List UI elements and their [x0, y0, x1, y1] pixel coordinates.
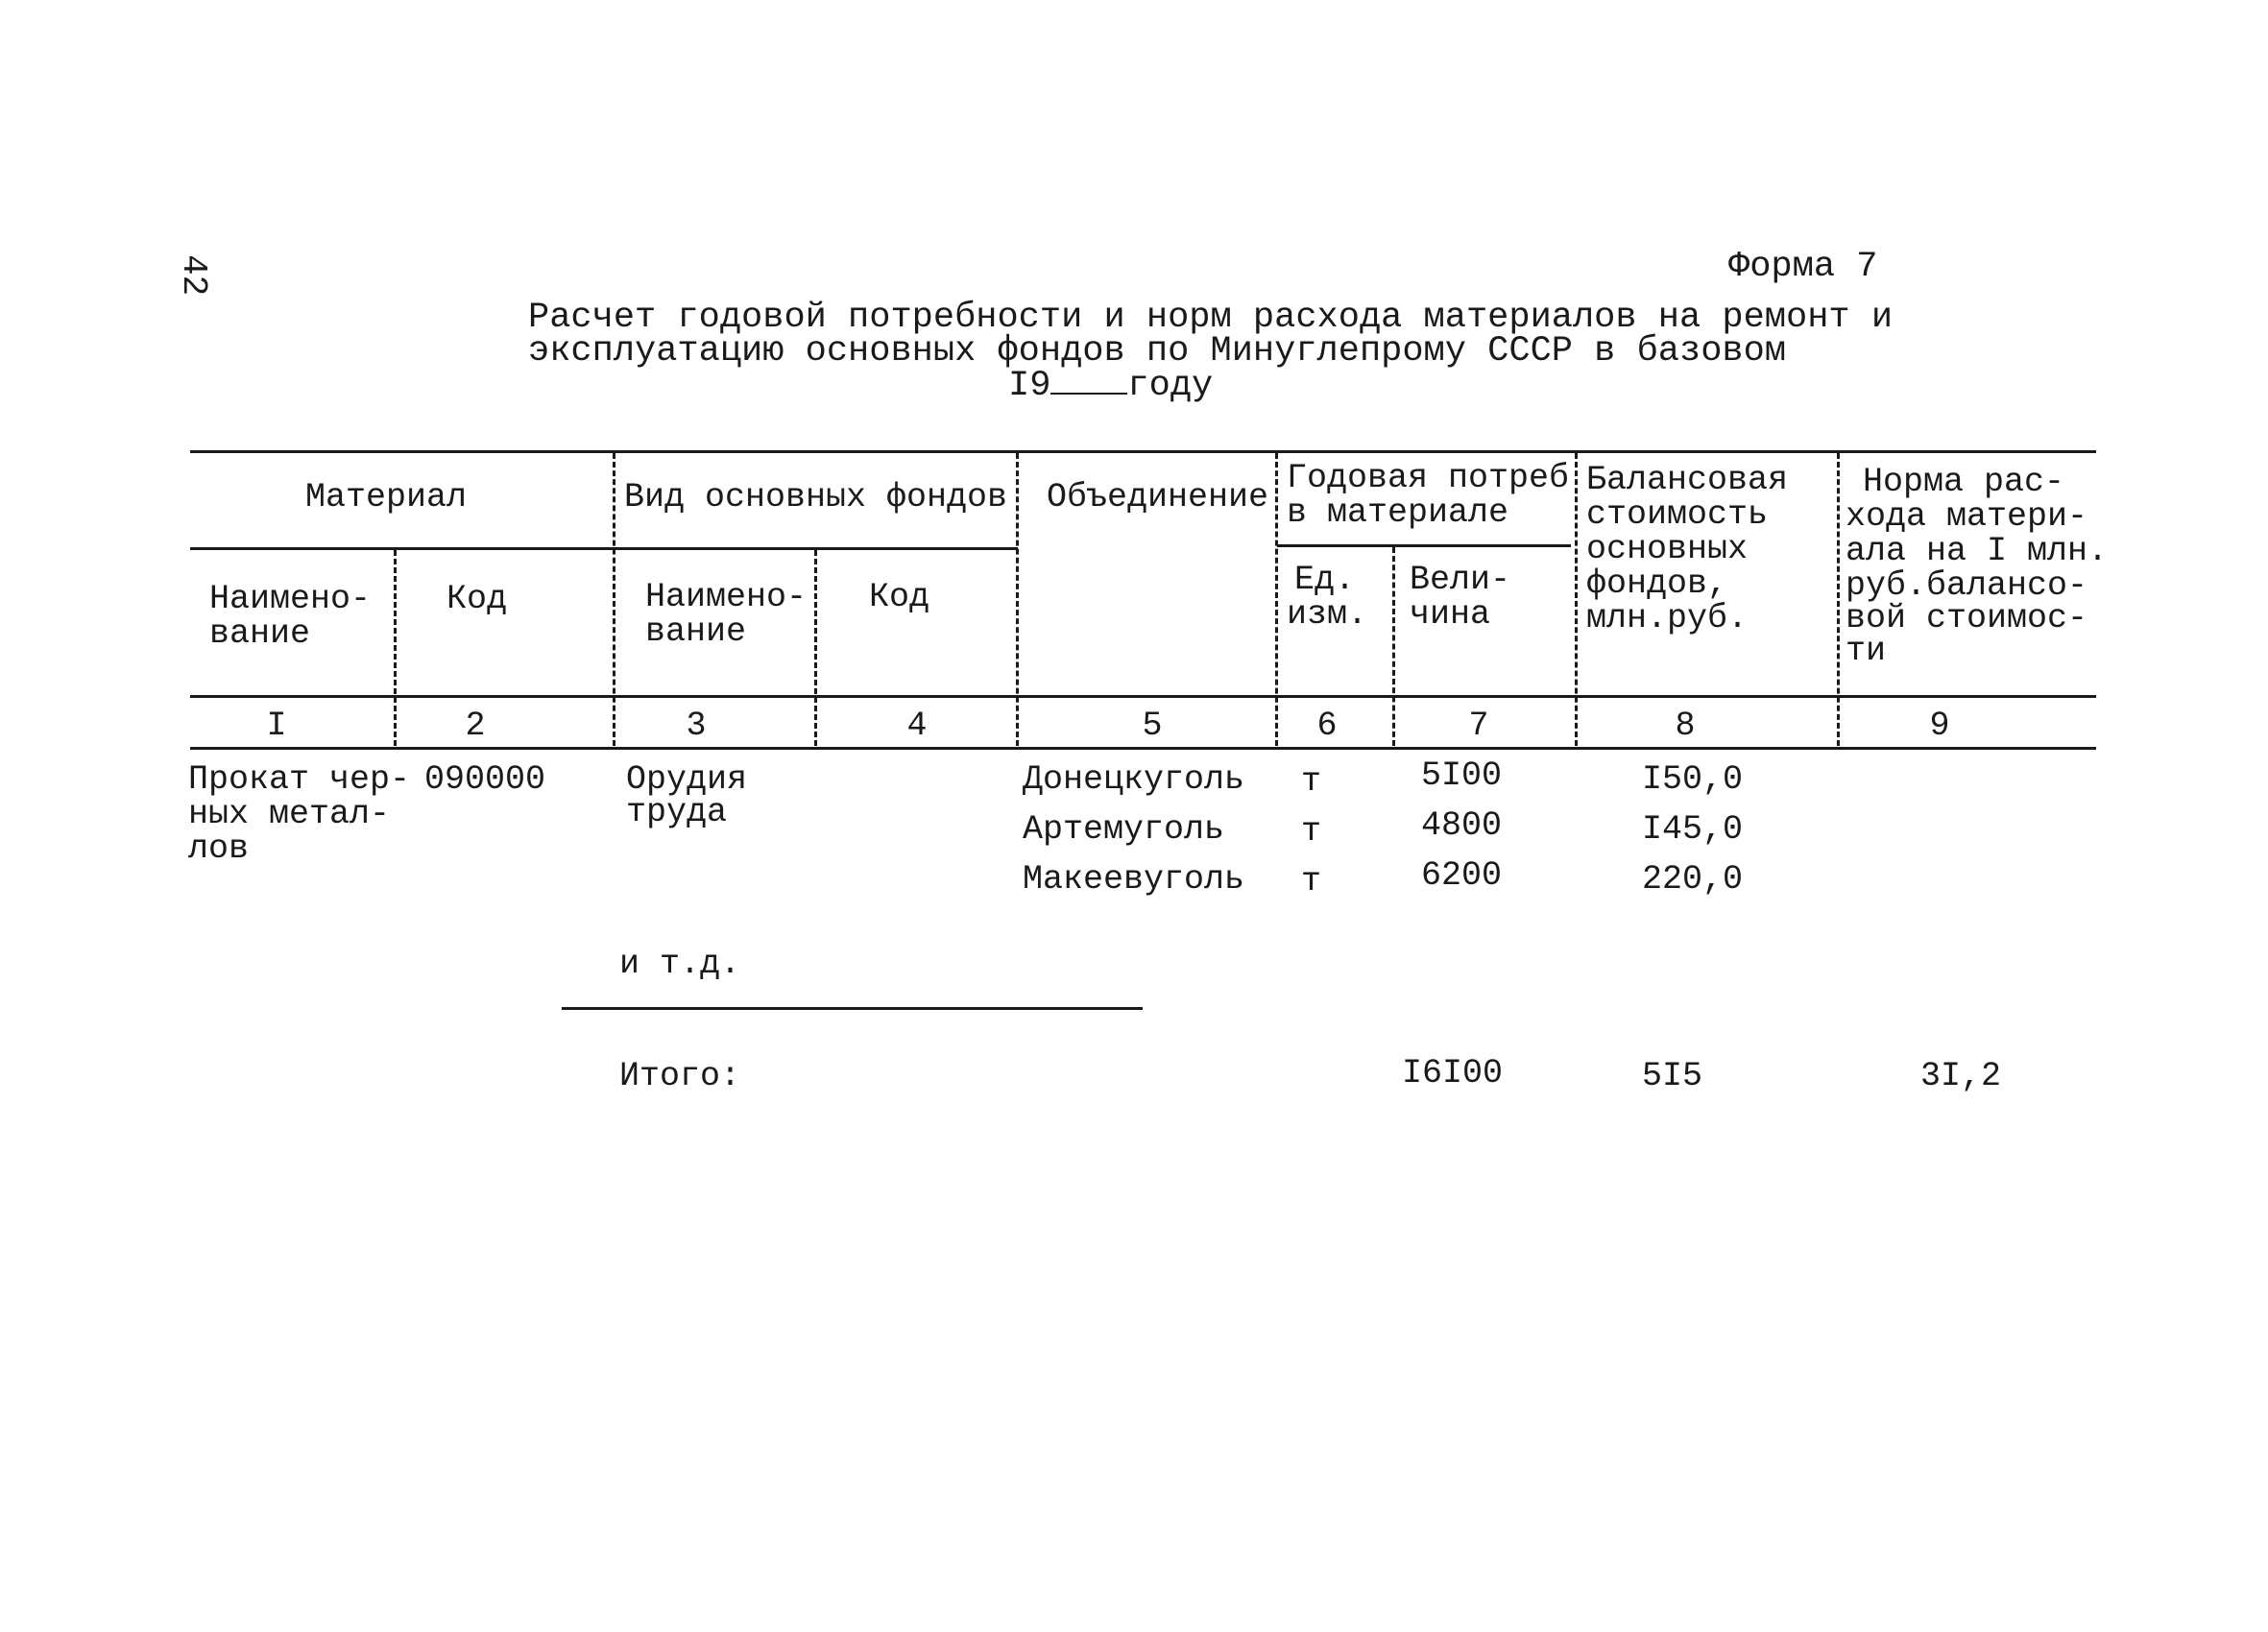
- col-number-6: 6: [1316, 707, 1338, 745]
- header-norma-6: ти: [1846, 632, 1887, 670]
- form-label: Форма 7: [1728, 247, 1878, 287]
- page-number: 42: [174, 254, 213, 297]
- header-godovaya-2: в материале: [1287, 493, 1509, 532]
- col-number-2: 2: [465, 707, 486, 745]
- header-ed-2: изм.: [1287, 595, 1368, 634]
- header-kod2: Код: [869, 578, 930, 616]
- value-2: 4800: [1421, 806, 1503, 845]
- cost-2: I45,0: [1642, 810, 1744, 849]
- unit-1: т: [1301, 762, 1322, 801]
- header-vel-2: чина: [1410, 595, 1491, 634]
- title-line-3: [1008, 368, 1213, 404]
- header-godovaya-1: Годовая потреб: [1287, 459, 1570, 497]
- cost-3: 220,0: [1642, 860, 1744, 899]
- association-2: Артемуголь: [1023, 810, 1225, 849]
- etc-label: и т.д.: [619, 945, 741, 983]
- header-norma-3: ала на I млн.: [1846, 532, 2109, 570]
- total-value: I6I00: [1402, 1054, 1504, 1092]
- value-1: 5I00: [1421, 756, 1503, 795]
- col-number-5: 5: [1142, 707, 1163, 745]
- header-naim2-1: Наимено-: [645, 578, 808, 616]
- header-naim2-2: вание: [645, 612, 747, 651]
- divider-naim-kod: [394, 550, 397, 746]
- title-year-prefix: I9: [1008, 366, 1051, 406]
- subheader-rule-material: [190, 547, 1018, 550]
- material-code: 090000: [424, 760, 546, 799]
- col-number-4: 4: [906, 707, 928, 745]
- header-obedinenie: Объединение: [1047, 478, 1269, 516]
- header-norma-5: вой стоимос-: [1846, 599, 2088, 637]
- material-name-line-1: Прокат чер-: [188, 760, 411, 799]
- table-top-rule: [190, 450, 2096, 453]
- header-norma-4: руб.балансо-: [1846, 566, 2088, 605]
- header-naim-1: Наимено-: [209, 580, 372, 618]
- divider-naim2-kod2: [814, 550, 817, 746]
- header-kod: Код: [446, 580, 508, 618]
- total-cost: 5I5: [1642, 1057, 1703, 1095]
- numbers-bottom-rule: [190, 747, 2096, 750]
- header-balans-4: фондов,: [1586, 564, 1728, 603]
- value-3: 6200: [1421, 856, 1503, 895]
- header-balans-5: млн.руб.: [1586, 599, 1749, 637]
- divider-godovaya-balans: [1575, 453, 1578, 746]
- col-number-8: 8: [1675, 707, 1696, 745]
- unit-3: т: [1301, 862, 1322, 900]
- total-separator-rule: [562, 1007, 1143, 1010]
- header-balans-1: Балансовая: [1586, 461, 1789, 499]
- header-balans-2: стоимость: [1586, 495, 1769, 534]
- header-norma-2: хода матери-: [1846, 497, 2088, 536]
- divider-ed-vel: [1392, 547, 1395, 746]
- header-norma-1: Норма рас-: [1863, 463, 2065, 501]
- divider-obed-godovaya: [1275, 453, 1278, 746]
- col-number-3: 3: [686, 707, 707, 745]
- col-number-1: I: [266, 707, 287, 745]
- year-blank: [1050, 368, 1127, 395]
- association-3: Макеевуголь: [1023, 860, 1245, 899]
- association-1: Донецкуголь: [1023, 760, 1245, 799]
- divider-balans-norma: [1837, 453, 1840, 746]
- header-ed-1: Ед.: [1294, 561, 1356, 599]
- title-line-1: Расчет годовой потребности и норм расхода материалов на ремонт и: [528, 298, 1894, 338]
- title-year-suffix: году: [1127, 366, 1214, 406]
- subheader-rule-godovaya: [1277, 544, 1571, 547]
- material-name-line-2: ных метал-: [188, 795, 391, 833]
- cost-1: I50,0: [1642, 760, 1744, 799]
- col-number-7: 7: [1468, 707, 1489, 745]
- header-bottom-rule: [190, 695, 2096, 698]
- total-norm: 3I,2: [1920, 1057, 2002, 1095]
- header-material: Материал: [305, 478, 468, 516]
- header-vel-1: Вели-: [1410, 561, 1511, 599]
- header-naim-2: вание: [209, 614, 311, 653]
- header-vid-fondov: Вид основных фондов: [624, 478, 1008, 516]
- divider-material-vid: [613, 453, 615, 746]
- material-name-line-3: лов: [188, 829, 250, 868]
- divider-vid-obed: [1016, 453, 1019, 746]
- col-number-9: 9: [1929, 707, 1950, 745]
- title-line-2: эксплуатацию основных фондов по Минуглепрому СССР в базовом: [528, 331, 1787, 372]
- header-balans-3: основных: [1586, 530, 1749, 568]
- unit-2: т: [1301, 812, 1322, 851]
- total-label: Итого:: [619, 1057, 741, 1095]
- fund-name-line-2: труда: [626, 793, 728, 831]
- fund-name-line-1: Орудия: [626, 760, 748, 799]
